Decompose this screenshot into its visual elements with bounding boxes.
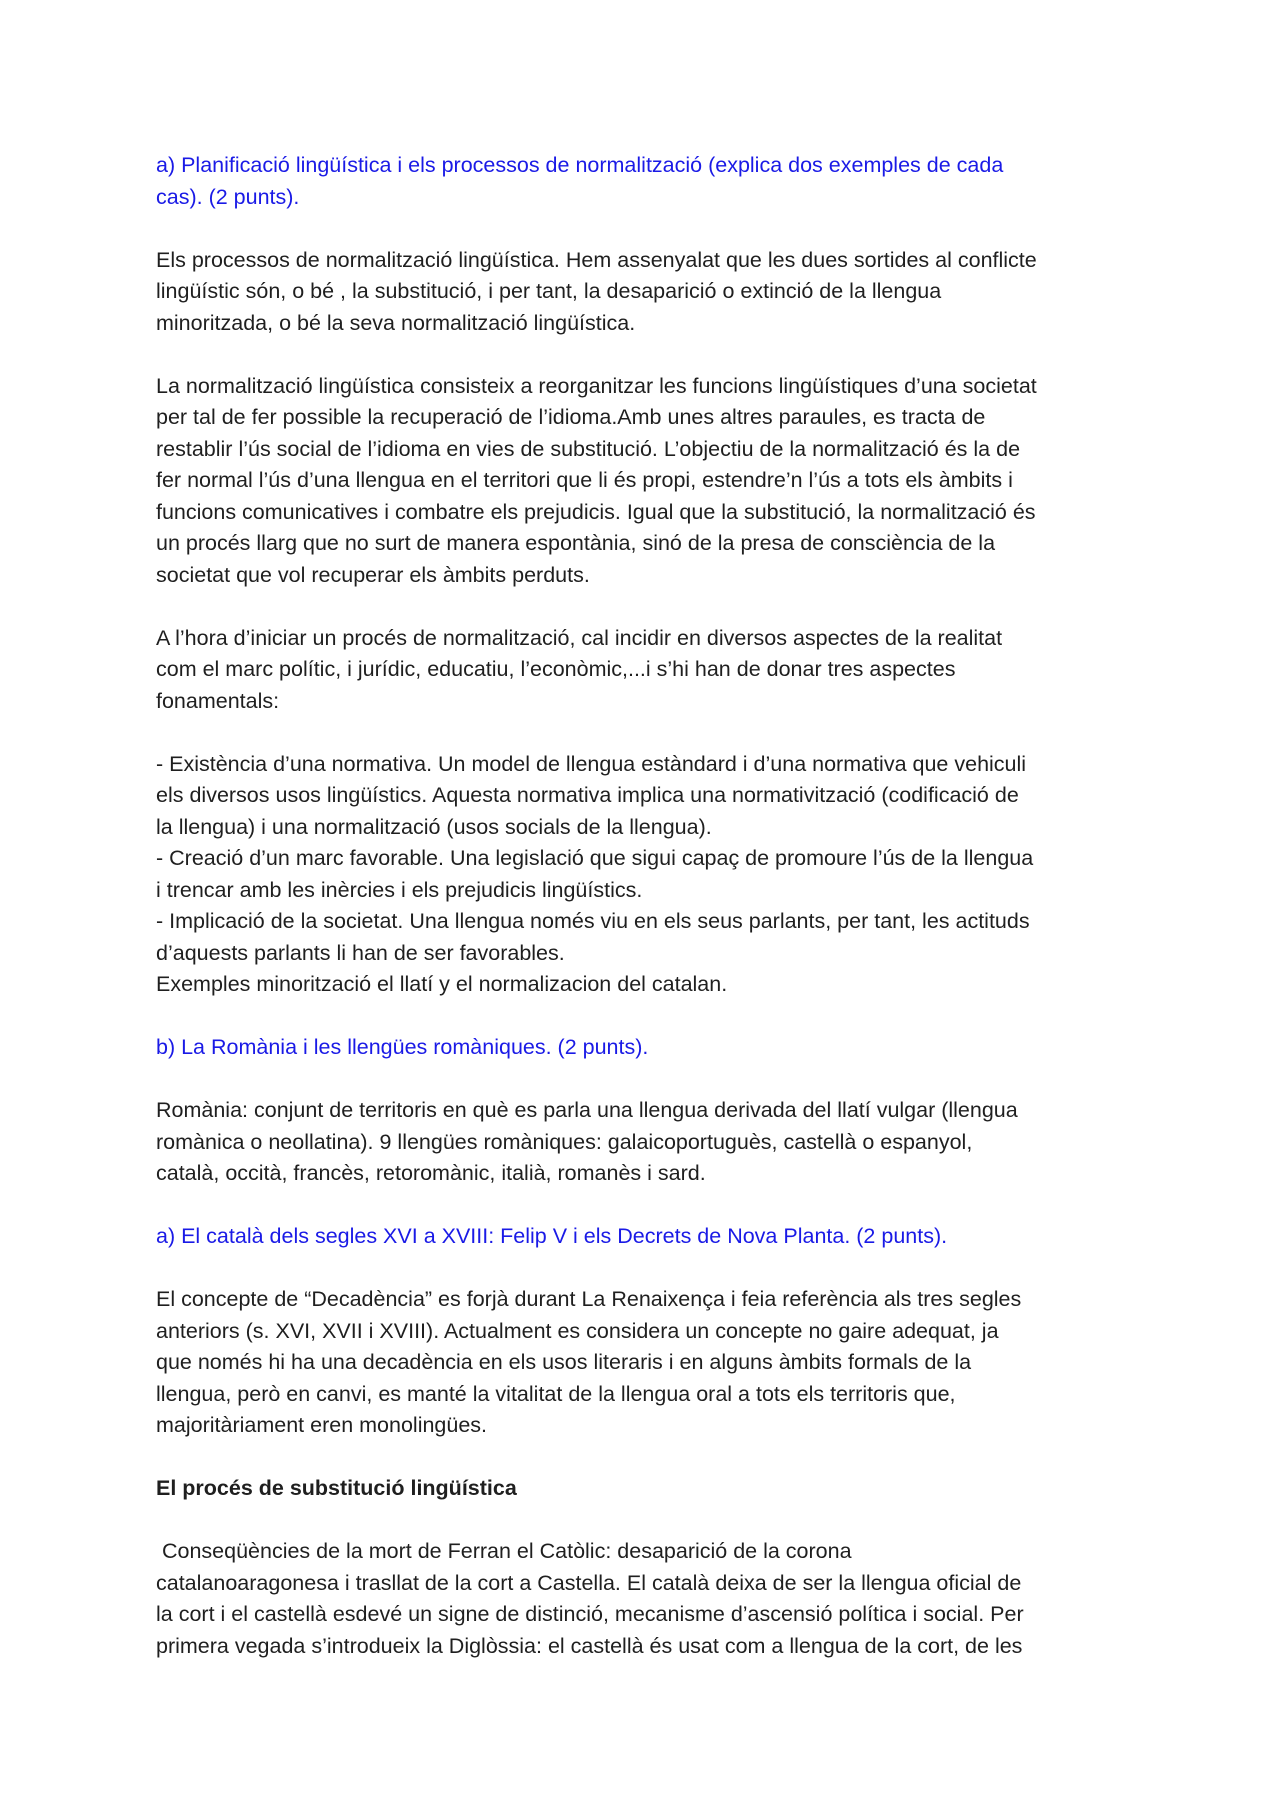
aspects-list <box>156 749 1136 1001</box>
list-item: - Implicació de la societat. Una llengua només viu en els seus parlants, per tant, les actituds <box>156 909 1030 933</box>
text-line: lingüístic són, o bé , la substitució, i per tant, la desaparició o extinció de la llengua <box>156 279 942 303</box>
section-subheading <box>156 1473 1136 1505</box>
paragraph-aspectes <box>156 623 1136 718</box>
text-line: La normalització lingüística consisteix a reorganitzar les funcions lingüístiques d’una societat <box>156 373 1037 398</box>
text-line: català, occità, francès, retoromànic, italià, romanès i sard. <box>156 1161 706 1185</box>
text-line: societat que vol recuperar els àmbits perduts. <box>156 562 590 587</box>
text-line: primera vegada s’introdueix la Diglòssia: el castellà és usat com a llengua de la cort, de les <box>156 1633 1023 1658</box>
text-line: minoritzada, o bé la seva normalització lingüística. <box>156 310 636 335</box>
text-line: catalanoaragonesa i trasllat de la cort a Castella. El català deixa de ser la llengua oficial de <box>156 1570 1022 1595</box>
text-line: per tal de fer possible la recuperació de l’idioma.Amb unes altres paraules, es tracta de <box>156 405 986 429</box>
text-line: majoritàriament eren monolingües. <box>156 1413 488 1437</box>
text-line: anteriors (s. XVI, XVII i XVIII). Actualment es considera un concepte no gaire adequat, ja <box>156 1318 999 1343</box>
text-line: llengua, però en canvi, es manté la vitalitat de la llengua oral a tots els territoris que, <box>156 1381 956 1406</box>
text-line: Romània: conjunt de territoris en què es parla una llengua derivada del llatí vulgar (llengua <box>156 1098 1018 1122</box>
question-heading-romania <box>156 1032 1136 1064</box>
list-item: d’aquests parlants li han de ser favorables. <box>156 940 565 965</box>
list-item: - Existència d’una normativa. Un model de llengua estàndard i d’una normativa que vehiculi <box>156 751 1027 776</box>
paragraph-romania <box>156 1095 1136 1190</box>
list-item: - Creació d’un marc favorable. Una legislació que sigui capaç de promoure l’ús de la llengua <box>156 846 1034 870</box>
text-line: a) El català dels segles XVI a XVIII: Felip V i els Decrets de Nova Planta. (2 punts). <box>156 1224 948 1248</box>
paragraph-processos <box>156 245 1136 340</box>
text-line: A l’hora d’iniciar un procés de normalització, cal incidir en diversos aspectes de la realitat <box>156 625 1003 650</box>
text-line: El procés de substitució lingüística <box>156 1476 517 1500</box>
text-line: romànica o neollatina). 9 llengües romàniques: galaicoportuguès, castellà o espanyol, <box>156 1129 973 1154</box>
text-line: la cort i el castellà esdevé un signe de distinció, mecanisme d’ascensió política i social. Per <box>156 1602 1024 1626</box>
paragraph-consequencies <box>156 1536 1136 1662</box>
list-item: els diversos usos lingüístics. Aquesta normativa implica una normativització (codificació de <box>156 783 1019 807</box>
question-heading-planificacio <box>156 150 1136 213</box>
paragraph-normalitzacio <box>156 371 1136 592</box>
text-line: Els processos de normalització lingüística. Hem assenyalat que les dues sortides al conflicte <box>156 247 1037 272</box>
text-line: com el marc polític, i jurídic, educatiu, l’econòmic,...i s’hi han de donar tres aspectes <box>156 657 956 681</box>
list-item: la llengua) i una normalització (usos socials de la llengua). <box>156 814 712 839</box>
text-line: El concepte de “Decadència” es forjà durant La Renaixença i feia referència als tres segles <box>156 1287 1022 1311</box>
text-line: fonamentals: <box>156 688 280 713</box>
text-line: Conseqüències de la mort de Ferran el Catòlic: desaparició de la corona <box>156 1539 852 1563</box>
list-item: i trencar amb les inèrcies i els prejudicis lingüístics. <box>156 877 643 902</box>
text-line: restablir l’ús social de l’idioma en vies de substitució. L’objectiu de la normalització és la de <box>156 436 1021 461</box>
text-line: a) Planificació lingüística i els processos de normalització (explica dos exemples de cada <box>156 153 1004 177</box>
text-line: cas). (2 punts). <box>156 184 300 209</box>
document-page <box>156 150 1136 1662</box>
text-line: un procés llarg que no surt de manera espontània, sinó de la presa de consciència de la <box>156 531 996 555</box>
list-item: Exemples minorització el llatí y el normalizacion del catalan. <box>156 972 728 996</box>
text-line: fer normal l’ús d’una llengua en el territori que li és propi, estendre’n l’ús a tots els àmbits i <box>156 468 1013 492</box>
text-line: que només hi ha una decadència en els usos literaris i en alguns àmbits formals de la <box>156 1350 972 1374</box>
question-heading-catala <box>156 1221 1136 1253</box>
text-line: b) La Romània i les llengües romàniques. (2 punts). <box>156 1035 649 1059</box>
text-line: funcions comunicatives i combatre els prejudicis. Igual que la substitució, la normalització és <box>156 499 1036 524</box>
paragraph-decadencia <box>156 1284 1136 1442</box>
